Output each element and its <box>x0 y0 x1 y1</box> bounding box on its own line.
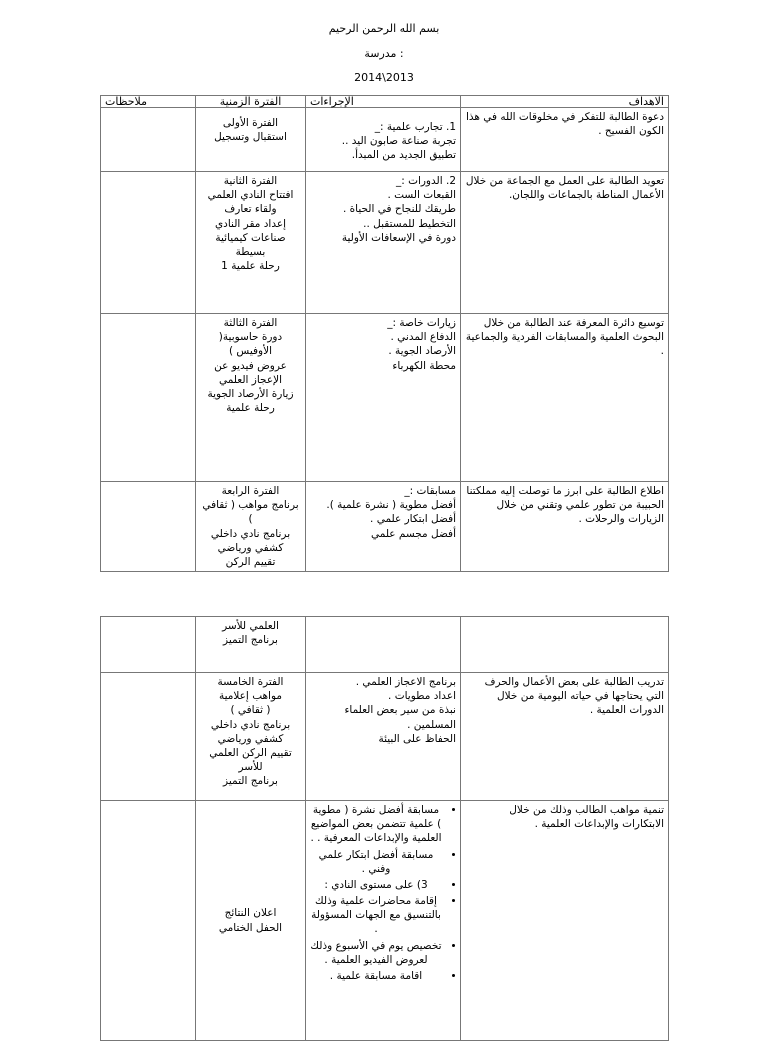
notes-cell <box>101 482 196 572</box>
list-item: • مسابقة أفضل ابتكار علمي وفني . <box>310 848 442 876</box>
procedure-cell: مسابقات :_ أفضل مطوية ( نشرة علمية ). أفضل ابتكار علمي . أفضل مجسم علمي <box>306 482 461 572</box>
goal-cell: اطلاع الطالبة على ابرز ما توصلت إليه مملكتنا الحبيبة من تطور علمي وتقني من خلال الزيارات والرحلات . <box>461 482 669 572</box>
notes-cell <box>101 314 196 482</box>
procedure-cell: برنامج الاعجاز العلمي . اعداد مطويات . نبذة من سير بعض العلماء المسلمين . الحفاظ على البيئة <box>306 673 461 801</box>
notes-cell <box>101 108 196 172</box>
goal-cell <box>461 617 669 673</box>
goal-cell: تنمية مواهب الطالب وذلك من خلال الابتكارات والإبداعات العلمية . <box>461 801 669 1041</box>
procedure-list <box>310 803 456 983</box>
period-cell: الفترة الرابعة برنامج مواهب ( ثقافي ) برنامج نادي داخلي كشفي ورياضي تقييم الركن <box>196 482 306 572</box>
goal-cell: تعويد الطالبة على العمل مع الجماعة من خلال الأعمال المناطة بالجماعات واللجان. <box>461 172 669 314</box>
period-cell: اعلان النتائج الحفل الختامي <box>196 801 306 1041</box>
plan-table-continued <box>100 616 669 1041</box>
table-row <box>101 314 669 482</box>
plan-table <box>100 95 669 572</box>
period-cell: الفترة الأولى استقبال وتسجيل <box>196 108 306 172</box>
procedure-cell: 2. الدورات :_ القبعات الست . طريقك للنجاح في الحياة . التخطيط للمستقبل .. دورة في الإسعافات الأولية <box>306 172 461 314</box>
table-row <box>101 172 669 314</box>
list-item: • إقامة محاضرات علمية وذلك بالتنسيق مع الجهات المسؤولة . <box>310 894 442 937</box>
notes-cell <box>101 617 196 673</box>
notes-cell <box>101 673 196 801</box>
basmala: بسم الله الرحمن الرحيم <box>328 22 440 35</box>
period-cell: العلمي للأسر برنامج التميز <box>196 617 306 673</box>
school-name: مدرسة : <box>364 47 404 60</box>
list-item: • مسابقة أفضل نشرة ( مطوية ) علمية تتضمن بعض المواضيع العلمية والإبداعات المعرفية . . <box>310 803 442 846</box>
list-item: • 3) على مستوى النادي : <box>310 878 442 892</box>
notes-cell <box>101 801 196 1041</box>
table-row <box>101 108 669 172</box>
school-year: 2014\2013 <box>354 71 414 84</box>
col-procedures: الإجراءات <box>306 96 461 108</box>
procedure-cell: زيارات خاصة :_ الدفاع المدني . الأرصاد الجوية . محطة الكهرباء <box>306 314 461 482</box>
list-item: • اقامة مسابقة علمية . <box>310 969 442 983</box>
goal-cell: تدريب الطالبة على بعض الأعمال والحرف التي يحتاجها في حياته اليومية من خلال الدورات العلمية . <box>461 673 669 801</box>
table-row <box>101 617 669 673</box>
table-row <box>101 801 669 1041</box>
table-row <box>101 673 669 801</box>
goal-cell: توسيع دائرة المعرفة عند الطالبة من خلال البحوث العلمية والمسابقات الفردية والجماعية . <box>461 314 669 482</box>
procedure-cell <box>306 801 461 1041</box>
col-notes: ملاحظات <box>101 96 196 108</box>
procedure-cell: 1. تجارب علمية :_ تجربة صناعة صابون اليد .. تطبيق الجديد من المبدأ. <box>306 108 461 172</box>
col-goals: الاهداف <box>461 96 669 108</box>
period-cell: الفترة الثالثة دورة حاسوبية( الأوفيس ) عروض فيديو عن الإعجاز العلمي زيارة الأرصاد الجوية رحلة علمية <box>196 314 306 482</box>
period-cell: الفترة الثانية افتتاح النادي العلمي ولقاء تعارف إعداد مقر النادي صناعات كيميائية بسيطة رحلة علمية 1 <box>196 172 306 314</box>
table-header-row <box>101 96 669 108</box>
procedure-cell <box>306 617 461 673</box>
table-row <box>101 482 669 572</box>
notes-cell <box>101 172 196 314</box>
period-cell: الفترة الخامسة مواهب إعلامية ( ثقافي ) برنامج نادي داخلي كشفي ورياضي تقييم الركن العلمي للأسر برنامج التميز <box>196 673 306 801</box>
goal-cell: دعوة الطالبة للتفكر في مخلوقات الله في هذا الكون الفسيح . <box>461 108 669 172</box>
list-item: • تخصيص يوم في الأسبوع وذلك لعروض الفيديو العلمية . <box>310 939 442 967</box>
col-period: الفترة الزمنية <box>196 96 306 108</box>
